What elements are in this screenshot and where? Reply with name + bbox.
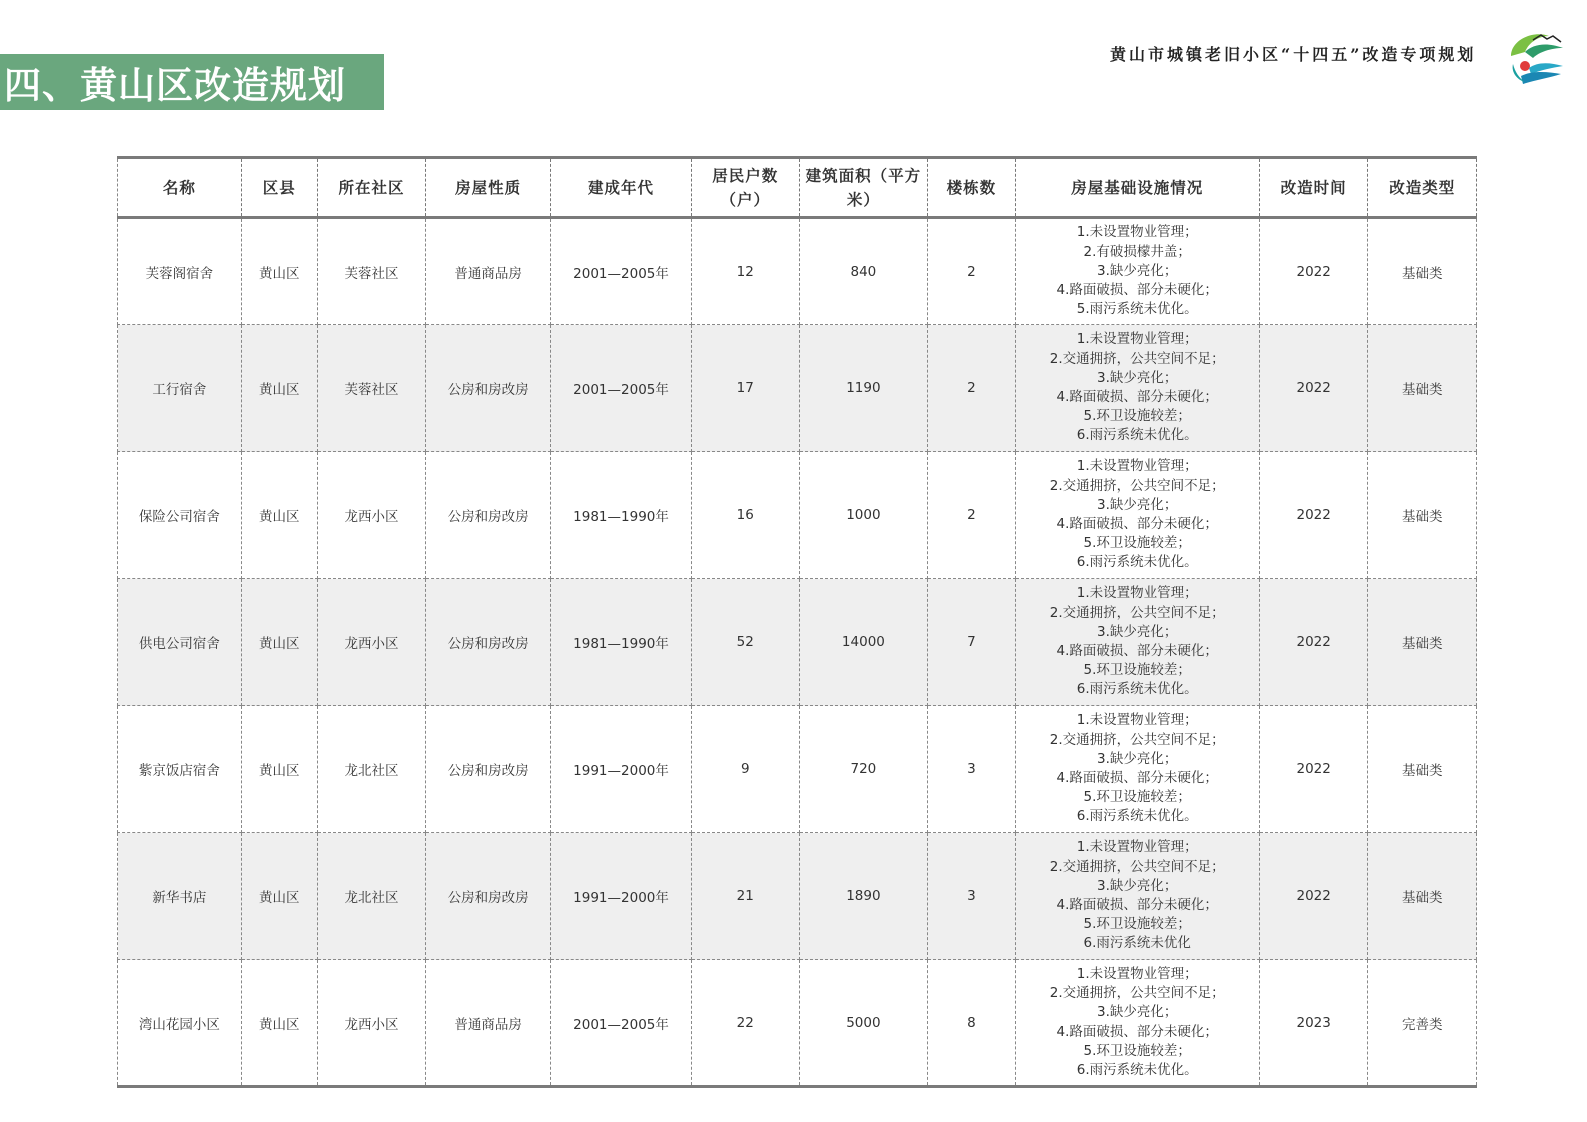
table-row — [118, 325, 1477, 452]
row-households: 9 — [692, 706, 800, 833]
row-households: 22 — [692, 960, 800, 1087]
row-area: 720 — [799, 706, 928, 833]
row-nature: 公房和房改房 — [426, 452, 551, 579]
row-county: 黄山区 — [241, 218, 317, 325]
infrastructure-item: 1.未设置物业管理； — [1076, 585, 1198, 602]
row-renovation-time: 2022 — [1259, 579, 1368, 706]
row-area: 1890 — [799, 833, 928, 960]
row-era: 2001—2005年 — [551, 218, 692, 325]
row-community: 龙西小区 — [317, 452, 426, 579]
row-renovation-type: 完善类 — [1368, 960, 1477, 1087]
infrastructure-item: 4.路面破损、部分未硬化； — [1056, 389, 1218, 405]
infrastructure-item: 1.未设置物业管理； — [1076, 965, 1198, 982]
table-row — [118, 579, 1477, 706]
row-infrastructure — [1015, 706, 1259, 833]
row-era: 2001—2005年 — [551, 960, 692, 1087]
header-buildings: 楼栋数 — [928, 158, 1015, 218]
row-households: 12 — [692, 218, 800, 325]
infrastructure-item: 2.交通拥挤，公共空间不足； — [1049, 604, 1225, 621]
row-county: 黄山区 — [241, 960, 317, 1087]
row-era: 1991—2000年 — [551, 706, 692, 833]
header-renovation-time: 改造时间 — [1259, 158, 1368, 218]
row-renovation-type: 基础类 — [1368, 218, 1477, 325]
section-title: 四、黄山区改造规划 — [4, 64, 346, 107]
row-name: 保险公司宿舍 — [118, 452, 242, 579]
row-county: 黄山区 — [241, 325, 317, 452]
table-row — [118, 833, 1477, 960]
table-row — [118, 452, 1477, 579]
infrastructure-item: 2.交通拥挤，公共空间不足； — [1049, 858, 1225, 875]
row-name: 新华书店 — [118, 833, 242, 960]
infrastructure-item: 4.路面破损、部分未硬化； — [1056, 1023, 1218, 1040]
row-buildings: 8 — [928, 960, 1015, 1087]
row-county: 黄山区 — [241, 452, 317, 579]
row-nature: 普通商品房 — [426, 218, 551, 325]
row-area: 840 — [799, 218, 928, 325]
row-renovation-type: 基础类 — [1368, 706, 1477, 833]
row-infrastructure — [1015, 325, 1259, 452]
infrastructure-item: 6.雨污系统未优化。 — [1076, 808, 1198, 825]
row-buildings: 2 — [928, 325, 1015, 452]
header-renovation-type: 改造类型 — [1368, 158, 1477, 218]
infrastructure-item: 5.环卫设施较差； — [1083, 1042, 1191, 1059]
row-renovation-time: 2022 — [1259, 325, 1368, 452]
row-community: 芙蓉社区 — [317, 218, 426, 325]
infrastructure-item: 4.路面破损、部分未硬化； — [1056, 897, 1218, 913]
infrastructure-item: 4.路面破损、部分未硬化； — [1056, 643, 1218, 659]
infrastructure-item: 3.缺少亮化； — [1097, 750, 1178, 767]
row-nature: 公房和房改房 — [426, 706, 551, 833]
infrastructure-item: 1.未设置物业管理； — [1076, 458, 1198, 475]
row-renovation-type: 基础类 — [1368, 833, 1477, 960]
header-county: 区县 — [241, 158, 317, 218]
row-infrastructure — [1015, 452, 1259, 579]
row-households: 52 — [692, 579, 800, 706]
infrastructure-item: 2.交通拥挤，公共空间不足； — [1049, 731, 1225, 748]
row-renovation-time: 2022 — [1259, 218, 1368, 325]
row-renovation-type: 基础类 — [1368, 325, 1477, 452]
row-era: 2001—2005年 — [551, 325, 692, 452]
infrastructure-item: 3.缺少亮化； — [1097, 496, 1178, 513]
infrastructure-item: 2.交通拥挤，公共空间不足； — [1049, 985, 1225, 1002]
infrastructure-item: 4.路面破损、部分未硬化； — [1056, 516, 1218, 532]
row-infrastructure — [1015, 960, 1259, 1087]
row-renovation-time: 2022 — [1259, 452, 1368, 579]
row-area: 5000 — [799, 960, 928, 1087]
header-nature: 房屋性质 — [426, 158, 551, 218]
row-renovation-type: 基础类 — [1368, 452, 1477, 579]
infrastructure-item: 5.环卫设施较差； — [1083, 535, 1191, 552]
row-buildings: 2 — [928, 452, 1015, 579]
row-buildings: 3 — [928, 833, 1015, 960]
infrastructure-item: 1.未设置物业管理； — [1076, 839, 1198, 856]
infrastructure-item: 4.路面破损、部分未硬化； — [1056, 770, 1218, 786]
infrastructure-item: 2.交通拥挤，公共空间不足； — [1049, 350, 1225, 367]
document-header-title: 黄山市城镇老旧小区“十四五”改造专项规划 — [1110, 45, 1477, 64]
infrastructure-item: 6.雨污系统未优化。 — [1076, 1061, 1198, 1078]
infrastructure-item: 5.雨污系统未优化。 — [1076, 301, 1198, 318]
table-body — [118, 218, 1477, 1087]
row-county: 黄山区 — [241, 579, 317, 706]
infrastructure-item: 6.雨污系统未优化。 — [1076, 554, 1198, 571]
table-row — [118, 218, 1477, 325]
row-renovation-time: 2022 — [1259, 706, 1368, 833]
infrastructure-item: 2.交通拥挤，公共空间不足； — [1049, 477, 1225, 494]
table-header-row — [118, 158, 1477, 218]
huangshan-landscape-logo-icon — [1503, 26, 1567, 90]
header-name: 名称 — [118, 158, 242, 218]
infrastructure-item: 3.缺少亮化； — [1097, 623, 1178, 640]
infrastructure-item: 5.环卫设施较差； — [1083, 789, 1191, 806]
infrastructure-item: 5.环卫设施较差； — [1083, 916, 1191, 933]
header-area: 建筑面积（平方米） — [799, 158, 928, 218]
row-infrastructure — [1015, 218, 1259, 325]
row-area: 1190 — [799, 325, 928, 452]
row-infrastructure — [1015, 833, 1259, 960]
row-name: 供电公司宿舍 — [118, 579, 242, 706]
row-era: 1981—1990年 — [551, 579, 692, 706]
infrastructure-item: 4.路面破损、部分未硬化； — [1056, 282, 1218, 299]
row-name: 芙蓉阁宿舍 — [118, 218, 242, 325]
renovation-plan-table — [117, 156, 1477, 1088]
section-title-bar — [0, 54, 384, 110]
infrastructure-item: 1.未设置物业管理； — [1076, 712, 1198, 729]
row-households: 17 — [692, 325, 800, 452]
row-area: 1000 — [799, 452, 928, 579]
header-era: 建成年代 — [551, 158, 692, 218]
infrastructure-item: 3.缺少亮化； — [1097, 262, 1178, 279]
row-nature: 公房和房改房 — [426, 833, 551, 960]
row-nature: 公房和房改房 — [426, 325, 551, 452]
row-era: 1981—1990年 — [551, 452, 692, 579]
infrastructure-item: 6.雨污系统未优化。 — [1076, 681, 1198, 698]
row-buildings: 7 — [928, 579, 1015, 706]
row-name: 湾山花园小区 — [118, 960, 242, 1087]
row-era: 1991—2000年 — [551, 833, 692, 960]
infrastructure-item: 3.缺少亮化； — [1097, 369, 1178, 386]
infrastructure-item: 6.雨污系统未优化。 — [1076, 427, 1198, 444]
infrastructure-item: 6.雨污系统未优化 — [1083, 935, 1191, 952]
infrastructure-item: 2.有破损檬井盖； — [1083, 243, 1191, 260]
header-infrastructure: 房屋基础设施情况 — [1015, 158, 1259, 218]
infrastructure-item: 5.环卫设施较差； — [1083, 408, 1191, 425]
table-row — [118, 706, 1477, 833]
row-name: 紫京饭店宿舍 — [118, 706, 242, 833]
row-buildings: 2 — [928, 218, 1015, 325]
row-community: 龙西小区 — [317, 579, 426, 706]
row-nature: 普通商品房 — [426, 960, 551, 1087]
row-community: 龙北社区 — [317, 833, 426, 960]
row-county: 黄山区 — [241, 833, 317, 960]
row-county: 黄山区 — [241, 706, 317, 833]
row-infrastructure — [1015, 579, 1259, 706]
infrastructure-item: 3.缺少亮化； — [1097, 877, 1178, 894]
row-name: 工行宿舍 — [118, 325, 242, 452]
row-buildings: 3 — [928, 706, 1015, 833]
header-community: 所在社区 — [317, 158, 426, 218]
row-renovation-time: 2022 — [1259, 833, 1368, 960]
header-households: 居民户数（户） — [692, 158, 800, 218]
infrastructure-item: 3.缺少亮化； — [1097, 1004, 1178, 1021]
row-nature: 公房和房改房 — [426, 579, 551, 706]
row-area: 14000 — [799, 579, 928, 706]
infrastructure-item: 5.环卫设施较差； — [1083, 662, 1191, 679]
row-households: 21 — [692, 833, 800, 960]
row-renovation-time: 2023 — [1259, 960, 1368, 1087]
infrastructure-item: 1.未设置物业管理； — [1076, 224, 1198, 241]
row-renovation-type: 基础类 — [1368, 579, 1477, 706]
row-households: 16 — [692, 452, 800, 579]
row-community: 龙北社区 — [317, 706, 426, 833]
infrastructure-item: 1.未设置物业管理； — [1076, 331, 1198, 348]
row-community: 龙西小区 — [317, 960, 426, 1087]
table-row — [118, 960, 1477, 1087]
row-community: 芙蓉社区 — [317, 325, 426, 452]
